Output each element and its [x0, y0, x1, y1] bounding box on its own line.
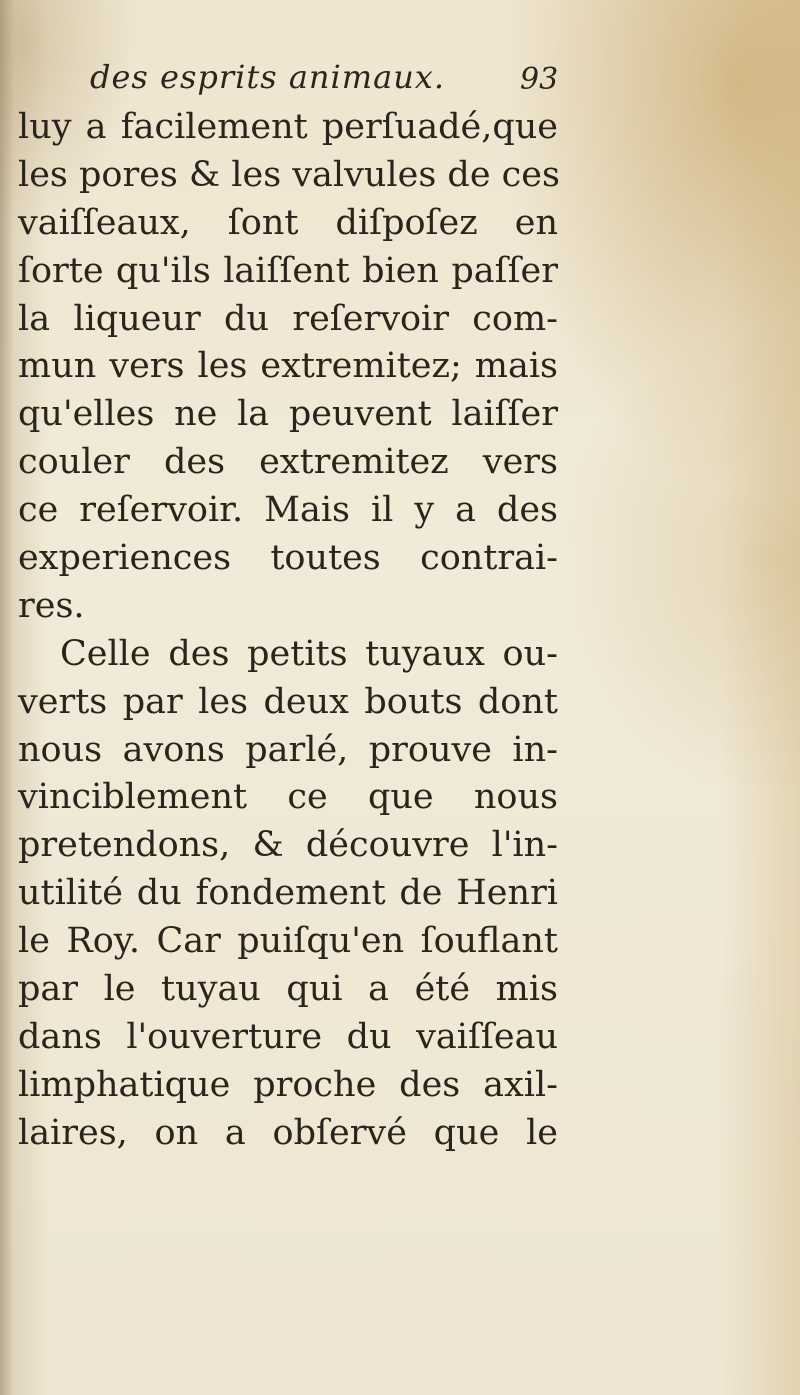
running-head: des esprits animaux.: [90, 58, 446, 96]
text-line: ce reſervoir. Mais il y a des: [18, 490, 558, 531]
gutter-shadow: [0, 0, 14, 1395]
text-line: experiences toutes contrai-: [18, 538, 558, 579]
text-line: Celle des petits tuyaux ou-: [60, 633, 558, 674]
body-text: [18, 104, 558, 1158]
text-line: luy a facilement perſuadé,que: [18, 107, 558, 147]
text-line: qu'elles ne la peuvent laiſſer: [18, 394, 558, 435]
text-line: utilité du fondement de Henri: [18, 873, 558, 914]
text-line: vinciblement ce que nous: [18, 777, 558, 818]
page-number: 93: [520, 62, 559, 97]
text-line: couler des extremitez vers: [18, 442, 558, 483]
text-line: le Roy. Car puiſqu'en ſouflant: [18, 921, 558, 962]
text-line: laires, on a obſervé que le: [18, 1112, 558, 1153]
text-line: les pores & les valvules de ces: [18, 154, 560, 195]
text-line: ſorte qu'ils laiſſent bien paſſer: [18, 250, 558, 291]
text-line: res.: [18, 585, 85, 626]
text-line: mun vers les extremitez; mais: [18, 346, 558, 387]
text-line: limphatique proche des axil-: [18, 1064, 558, 1105]
text-line: par le tuyau qui a été mis: [18, 969, 558, 1010]
text-line: dans l'ouverture du vaiſſeau: [18, 1016, 558, 1057]
text-line: vaiſſeaux, ſont diſpoſez en: [18, 202, 558, 243]
text-line: pretendons, & découvre l'in-: [18, 825, 558, 866]
text-line: nous avons parlé, prouve in-: [18, 729, 558, 770]
text-line: la liqueur du reſervoir com-: [18, 298, 558, 339]
text-line: verts par les deux bouts dont: [18, 681, 558, 722]
